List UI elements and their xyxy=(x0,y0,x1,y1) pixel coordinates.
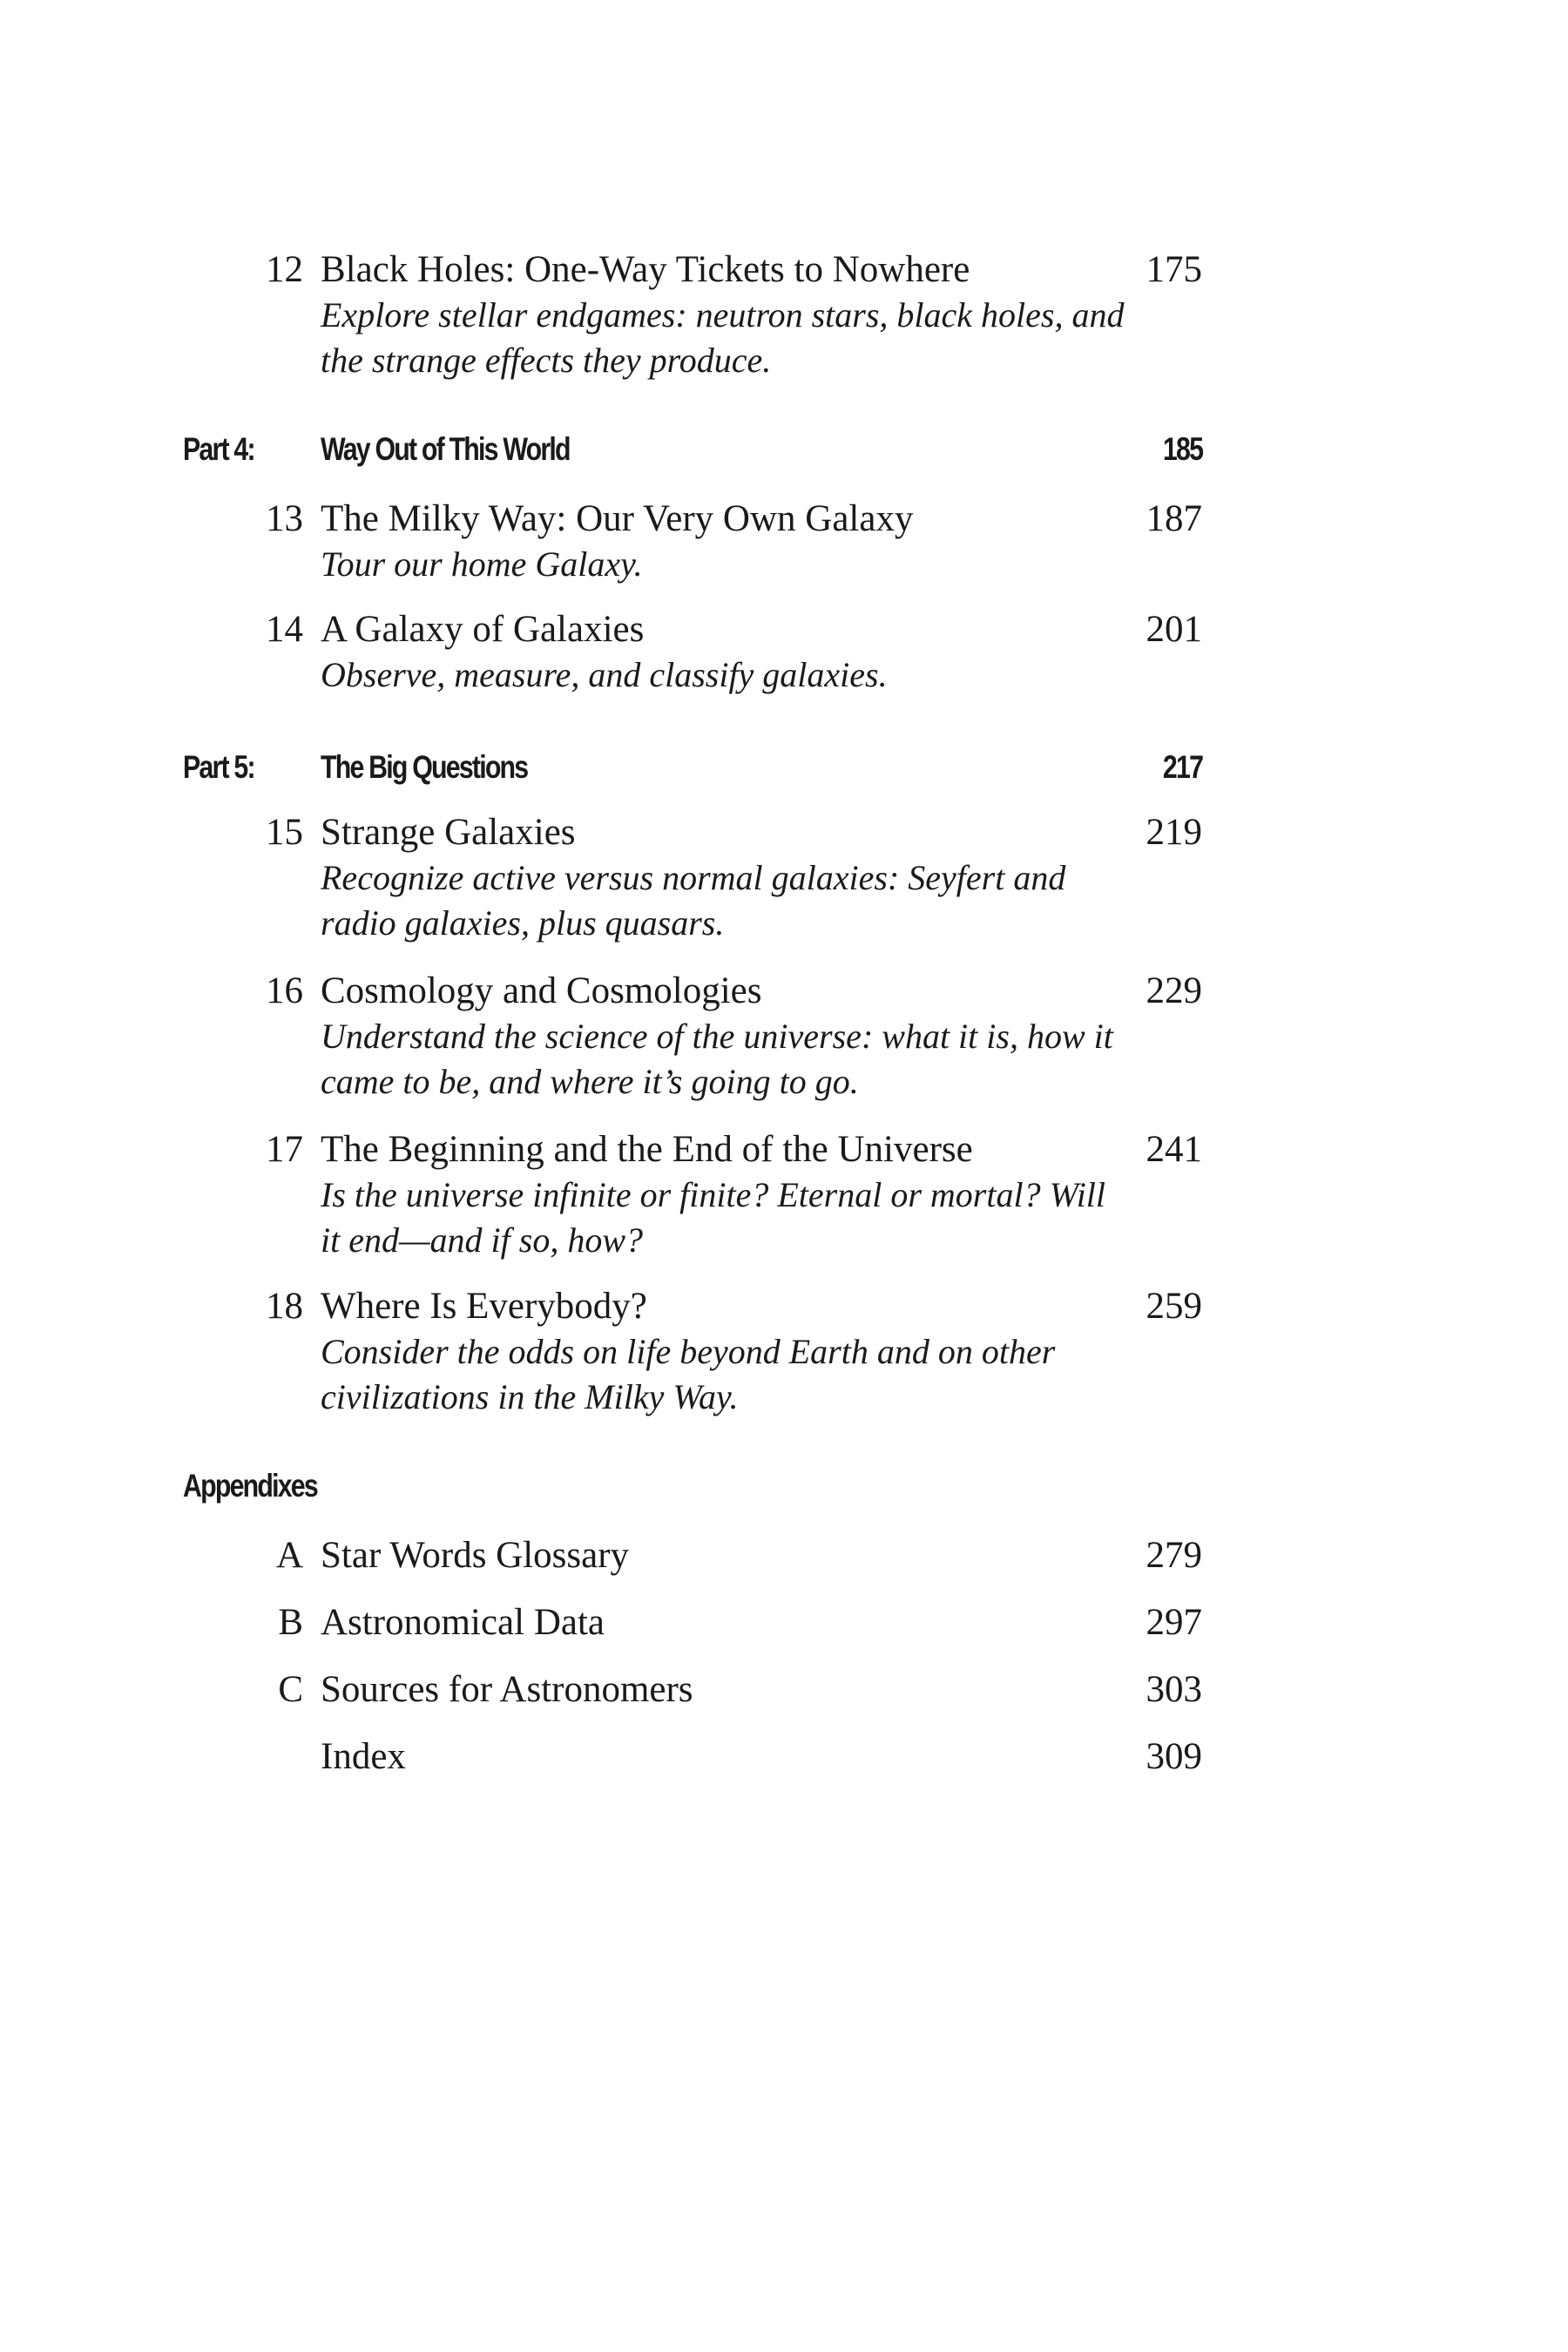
appendix-title: Star Words Glossary xyxy=(321,1535,630,1576)
chapter-title: Strange Galaxies xyxy=(321,812,576,853)
chapter-description: Consider the odds on life beyond Earth and on other civilizations in the Milky Way. xyxy=(321,1332,1056,1416)
appendix-letter: A xyxy=(275,1535,303,1576)
chapter-number: 13 xyxy=(266,498,303,539)
page-number: 201 xyxy=(1146,609,1202,650)
chapter-number: 18 xyxy=(266,1286,303,1327)
part-page-number: 185 xyxy=(1162,431,1202,467)
chapter-description: Is the universe infinite or finite? Eternal or mortal? Will it end—and if so, how? xyxy=(321,1175,1106,1260)
index-title: Index xyxy=(321,1736,406,1777)
chapter-description: Explore stellar endgames: neutron stars, black holes, and the strange effects they produce. xyxy=(321,295,1125,380)
appendix-title: Sources for Astronomers xyxy=(321,1669,693,1710)
appendix-title: Astronomical Data xyxy=(321,1602,605,1643)
chapter-number: 15 xyxy=(266,812,303,853)
page-number: 187 xyxy=(1146,498,1202,539)
chapter-number: 12 xyxy=(266,249,303,290)
part-label: Part 4: xyxy=(183,431,254,467)
page-number: 303 xyxy=(1146,1669,1202,1710)
chapter-number: 16 xyxy=(266,970,303,1011)
page-number: 297 xyxy=(1146,1602,1202,1643)
chapter-number: 17 xyxy=(266,1129,303,1170)
part-title: The Big Questions xyxy=(321,749,528,785)
chapter-title: Where Is Everybody? xyxy=(321,1286,647,1327)
chapter-title: Black Holes: One-Way Tickets to Nowhere xyxy=(321,249,970,290)
chapter-description: Observe, measure, and classify galaxies. xyxy=(321,655,888,694)
page-number: 219 xyxy=(1146,812,1202,853)
chapter-title: A Galaxy of Galaxies xyxy=(321,609,645,650)
chapter-title: The Beginning and the End of the Universe xyxy=(321,1129,973,1170)
part-title: Way Out of This World xyxy=(321,431,570,467)
chapter-title: Cosmology and Cosmologies xyxy=(321,970,762,1011)
page-number: 309 xyxy=(1146,1736,1202,1777)
chapter-title: The Milky Way: Our Very Own Galaxy xyxy=(321,498,914,539)
appendix-letter: C xyxy=(278,1669,303,1710)
part-label: Part 5: xyxy=(183,749,254,785)
page-number: 241 xyxy=(1146,1129,1202,1170)
chapter-description: Understand the science of the universe: what it is, how it came to be, and where it’s going to go. xyxy=(321,1017,1113,1101)
chapter-description: Recognize active versus normal galaxies: Seyfert and radio galaxies, plus quasars. xyxy=(321,858,1066,943)
page-number: 175 xyxy=(1146,249,1202,290)
page-number: 279 xyxy=(1146,1535,1202,1576)
page-number: 229 xyxy=(1146,970,1202,1011)
appendix-letter: B xyxy=(278,1602,303,1643)
part-page-number: 217 xyxy=(1162,749,1202,785)
chapter-description: Tour our home Galaxy. xyxy=(321,544,643,584)
appendixes-label: Appendixes xyxy=(183,1468,317,1504)
chapter-number: 14 xyxy=(266,609,303,650)
page-number: 259 xyxy=(1146,1286,1202,1327)
